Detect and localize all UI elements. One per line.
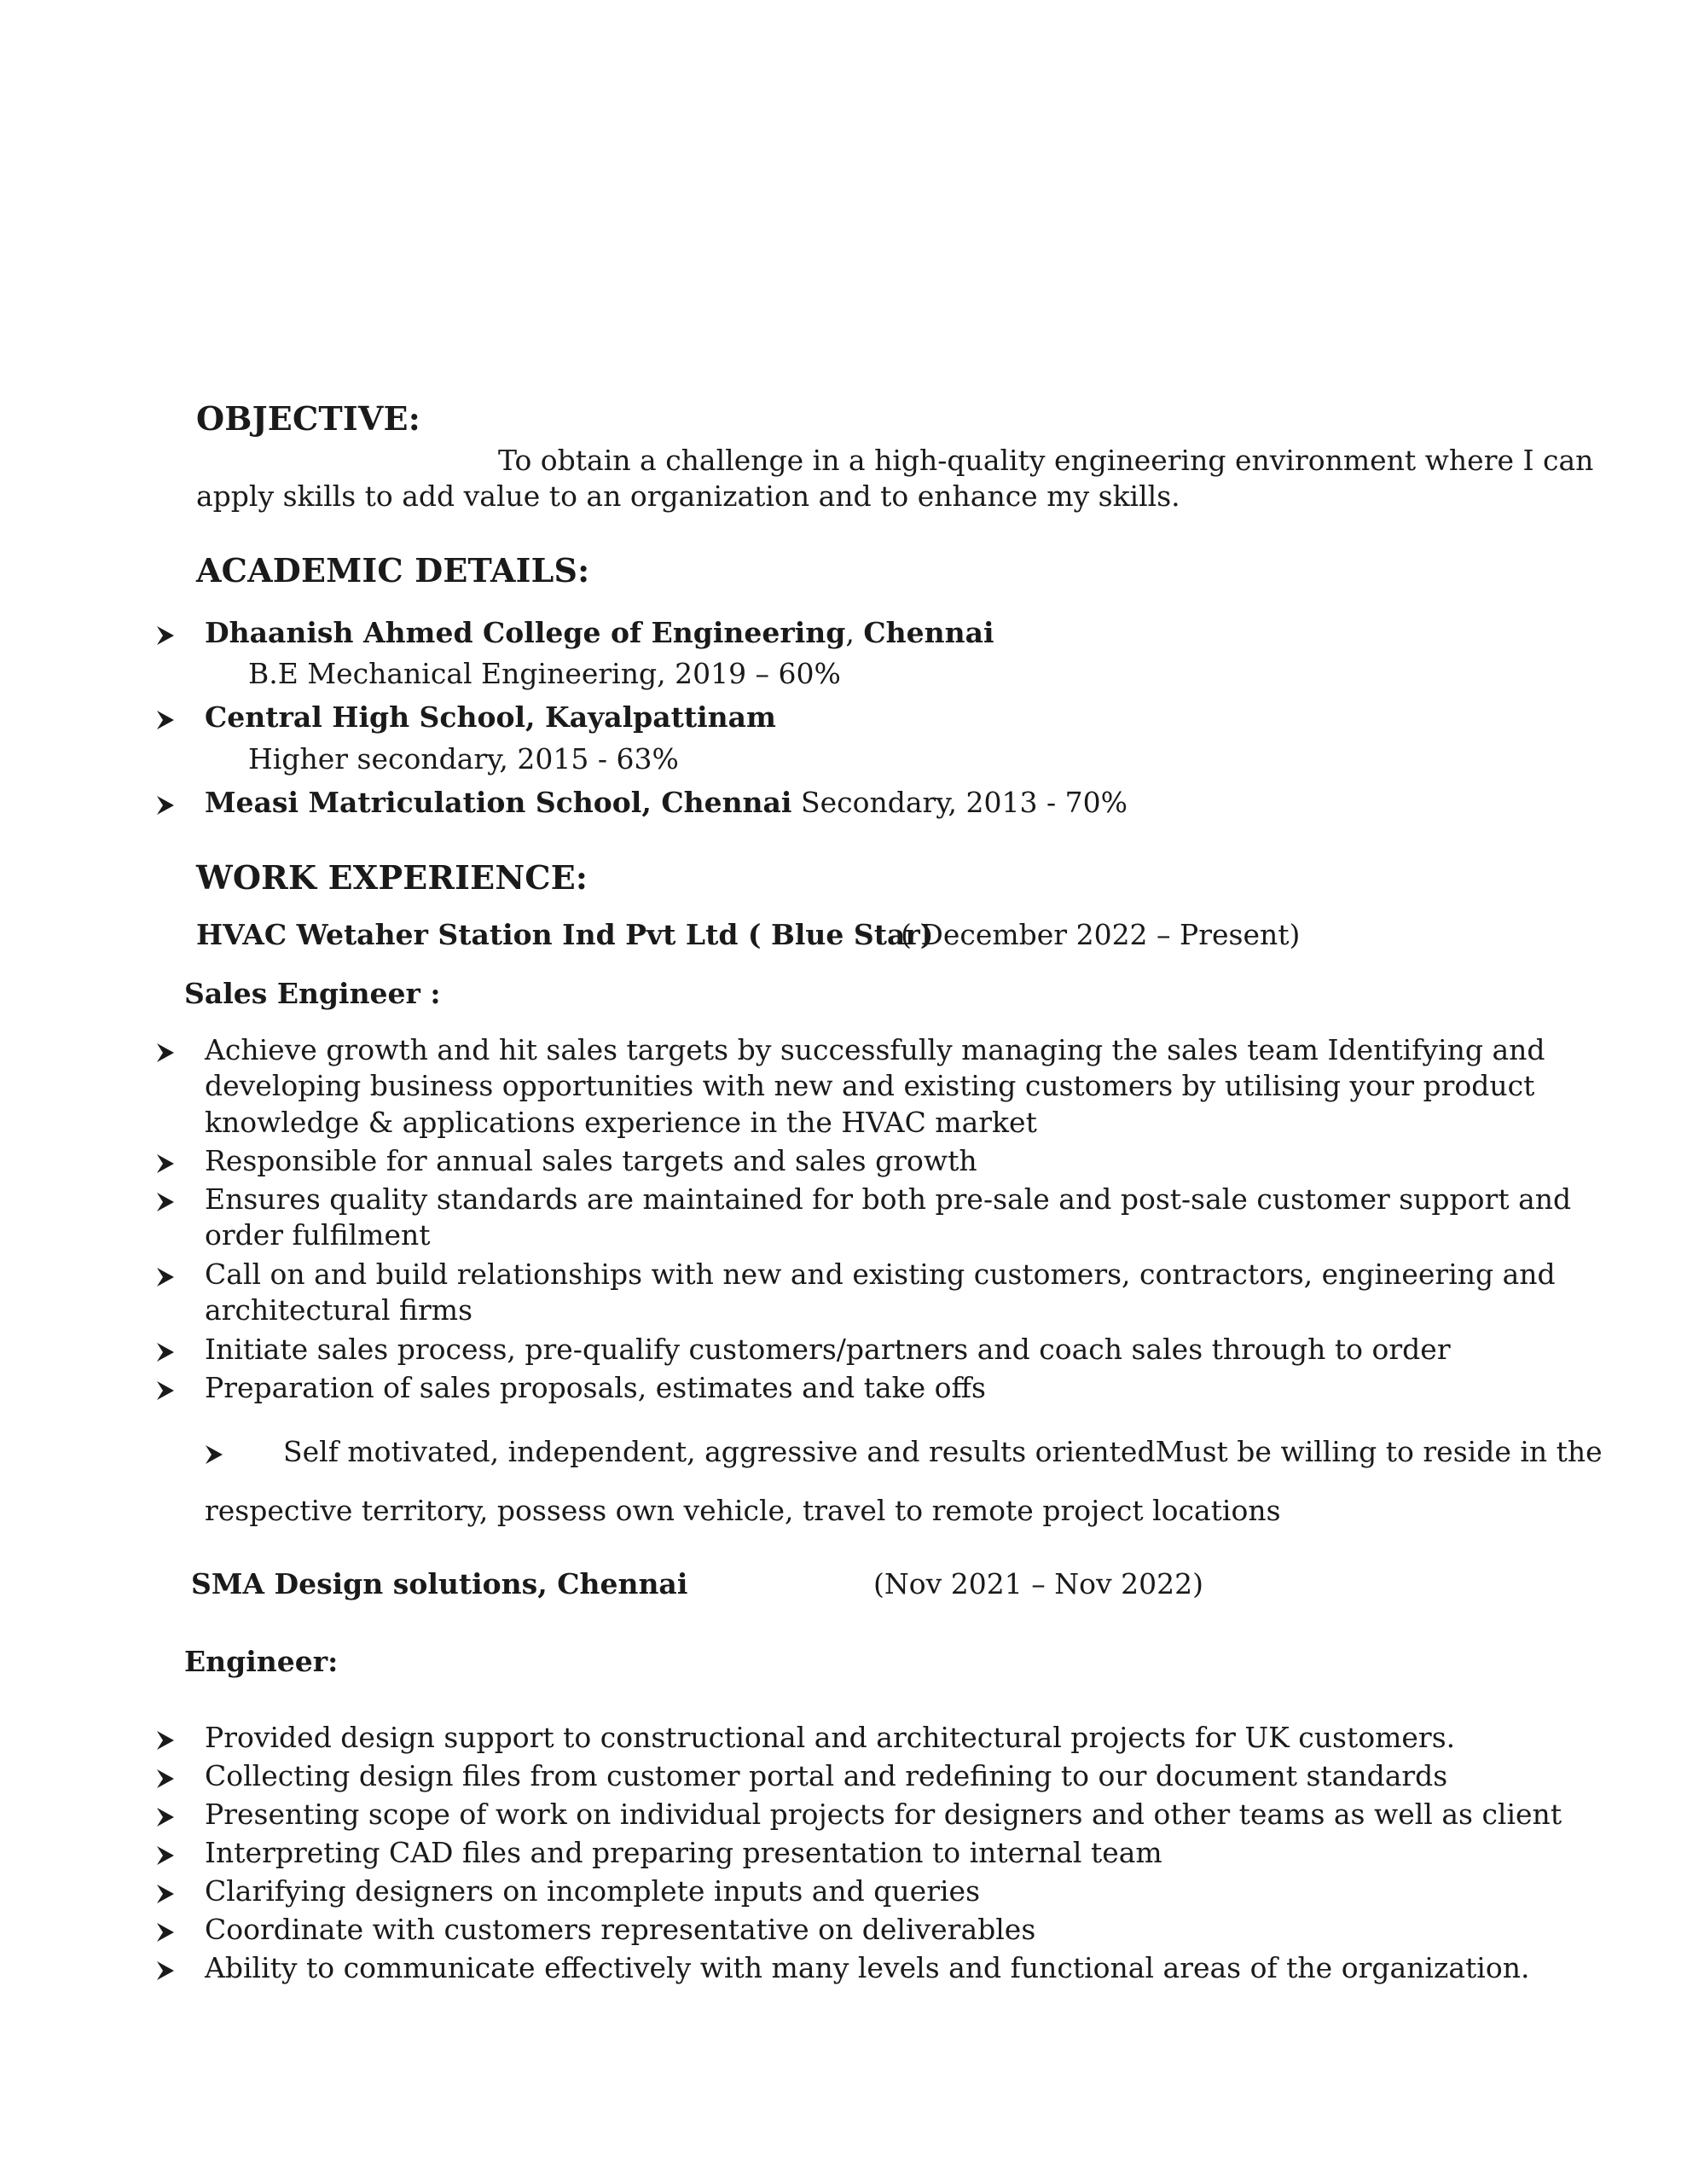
- objective-heading: OBJECTIVE:: [196, 399, 420, 438]
- job-2-bullet-2: Collecting design files from customer portal and redefining to our document standards: [205, 1759, 1448, 1792]
- job-1-role: Sales Engineer :: [184, 977, 441, 1010]
- job-2-period: (Nov 2021 – Nov 2022): [873, 1567, 1203, 1600]
- arrow-bullet-icon: [205, 1444, 223, 1465]
- arrow-bullet-icon: [156, 1922, 175, 1943]
- job-2-bullet-3: Presenting scope of work on individual projects for designers and other teams as well as client: [205, 1798, 1562, 1831]
- arrow-bullet-icon: [156, 1769, 175, 1789]
- job-1-period: ( December 2022 – Present): [901, 918, 1301, 951]
- arrow-bullet-icon: [156, 1845, 175, 1866]
- job-1-bullet-4-line-1: Call on and build relationships with new and existing customers, contractors, engineering and: [205, 1258, 1556, 1291]
- job-2-bullet-6: Coordinate with customers representative on deliverables: [205, 1913, 1036, 1946]
- arrow-bullet-icon: [156, 1043, 175, 1063]
- academic-detail-2: Higher secondary, 2015 - 63%: [248, 742, 679, 775]
- job-2-bullet-1: Provided design support to constructional and architectural projects for UK customers.: [205, 1721, 1456, 1754]
- arrow-bullet-icon: [156, 1807, 175, 1827]
- arrow-bullet-icon: [156, 795, 175, 816]
- work-heading: WORK EXPERIENCE:: [196, 858, 588, 897]
- objective-line-1: To obtain a challenge in a high-quality engineering environment where I can: [498, 444, 1594, 477]
- job-1-company: HVAC Wetaher Station Ind Pvt Ltd ( Blue Star): [196, 918, 934, 951]
- job-1-bullet-1-line-1: Achieve growth and hit sales targets by successfully managing the sales team Identifying and: [205, 1033, 1545, 1066]
- job-1-bullet-5: Initiate sales process, pre-qualify customers/partners and coach sales through to order: [205, 1333, 1451, 1366]
- arrow-bullet-icon: [156, 1380, 175, 1401]
- arrow-bullet-icon: [156, 625, 175, 646]
- job-1-extra-line-2: respective territory, possess own vehicle, travel to remote project locations: [205, 1494, 1281, 1527]
- arrow-bullet-icon: [156, 1730, 175, 1751]
- job-1-bullet-6: Preparation of sales proposals, estimates and take offs: [205, 1371, 986, 1404]
- job-1-bullet-1-line-3: knowledge & applications experience in the HVAC market: [205, 1106, 1037, 1139]
- arrow-bullet-icon: [156, 1153, 175, 1174]
- academic-detail-3: Secondary, 2013 - 70%: [800, 786, 1128, 819]
- job-2-bullet-7: Ability to communicate effectively with many levels and functional areas of the organization.: [205, 1951, 1530, 1984]
- job-1-extra-line-1: Self motivated, independent, aggressive and results orientedMust be willing to reside in the: [283, 1435, 1603, 1468]
- objective-line-2: apply skills to add value to an organization and to enhance my skills.: [196, 479, 1180, 513]
- academic-heading: ACADEMIC DETAILS:: [196, 551, 590, 590]
- arrow-bullet-icon: [156, 1884, 175, 1904]
- arrow-bullet-icon: [156, 1267, 175, 1287]
- job-2-bullet-4: Interpreting CAD files and preparing presentation to internal team: [205, 1836, 1162, 1869]
- academic-city-1: Chennai: [863, 616, 994, 649]
- job-1-bullet-4-line-2: architectural firms: [205, 1293, 473, 1327]
- academic-item-3: [205, 786, 1128, 819]
- arrow-bullet-icon: [156, 1342, 175, 1362]
- job-1-bullet-2: Responsible for annual sales targets and sales growth: [205, 1144, 977, 1177]
- job-2-bullet-5: Clarifying designers on incomplete inputs and queries: [205, 1874, 980, 1908]
- job-1-bullet-3-line-2: order fulfilment: [205, 1218, 431, 1252]
- academic-sep-1: ,: [845, 616, 864, 649]
- academic-school-1: Dhaanish Ahmed College of Engineering: [205, 616, 846, 649]
- arrow-bullet-icon: [156, 1192, 175, 1212]
- job-2-company: SMA Design solutions, Chennai: [191, 1567, 688, 1600]
- arrow-bullet-icon: [156, 710, 175, 730]
- academic-school-2: Central High School, Kayalpattinam: [205, 700, 776, 734]
- job-1-bullet-1-line-2: developing business opportunities with new and existing customers by utilising your product: [205, 1069, 1535, 1102]
- academic-item-1: [205, 616, 994, 649]
- arrow-bullet-icon: [156, 1960, 175, 1981]
- academic-detail-1: B.E Mechanical Engineering, 2019 – 60%: [248, 657, 841, 690]
- job-1-bullet-3-line-1: Ensures quality standards are maintained for both pre-sale and post-sale customer support and: [205, 1182, 1572, 1216]
- job-2-role: Engineer:: [184, 1645, 339, 1678]
- academic-school-3: Measi Matriculation School, Chennai: [205, 786, 792, 819]
